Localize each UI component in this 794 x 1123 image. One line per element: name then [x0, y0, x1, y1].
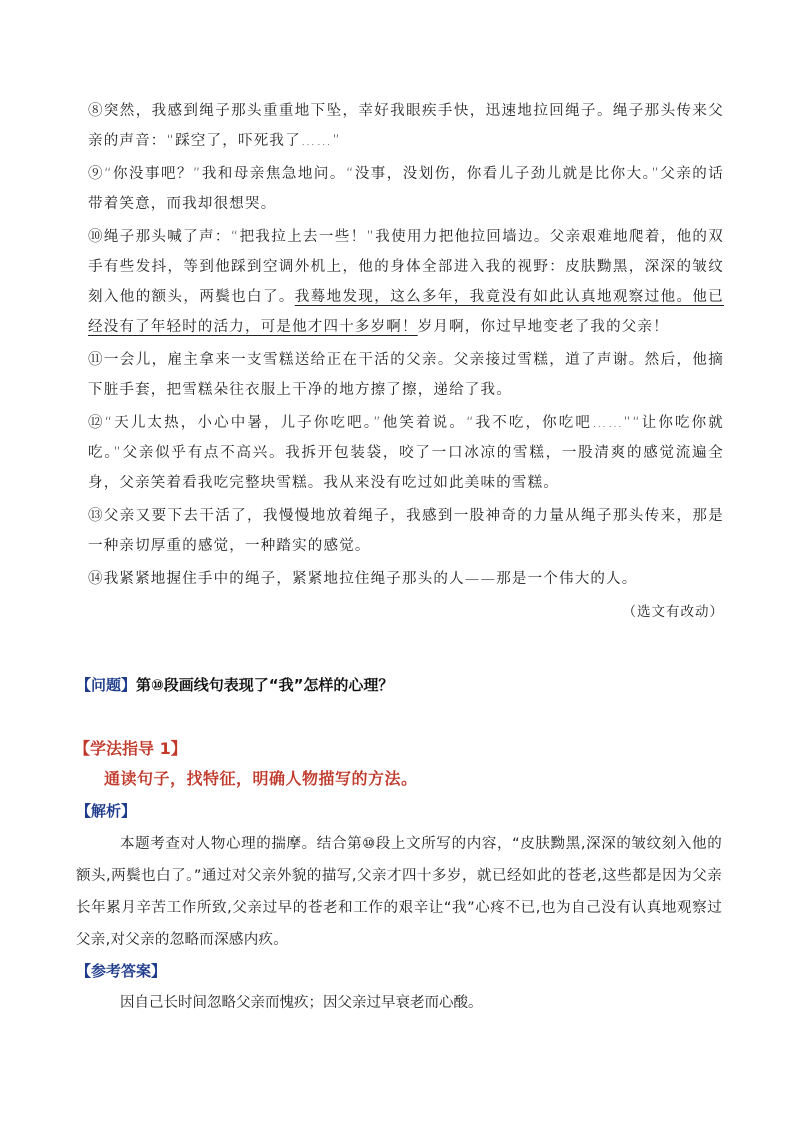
question-tag: 【问题】	[76, 676, 137, 694]
question-text: 第⑩段画线句表现了“我”怎样的心理？	[136, 676, 394, 694]
paragraph-14: ⑭我紧紧地握住手中的绳子，紧紧地拉住绳子那头的人——那是一个伟大的人。	[88, 571, 638, 587]
paragraph-9: ⑨“你没事吧？”我和母亲焦急地问。“没事，没划伤，你看儿子劲儿就是比你大。”父亲的话带着笑意，而我却很想哭。	[88, 166, 724, 212]
study-guide-title: 【学法指导 1】	[74, 739, 187, 758]
paragraph-8: ⑧突然，我感到绳子那头重重地下坠，幸好我眼疾手快，迅速地拉回绳子。绳子那头传来父亲的声音：“踩空了，吓死我了……”	[88, 103, 724, 149]
underlined-sentence: 我蓦地发现，这么多年，我竟没有如此认真地观察过他。他已经没有了年轻时的活力，可是他才四十多岁啊！	[88, 289, 724, 335]
question	[76, 674, 393, 695]
paragraph-10-lead: ⑩绳子那头喊了声：“把我拉上去一些！”我使用力把他拉回墙边。父亲艰难地爬着，他的双手有些发抖，等到他踩到空调外机上，他的身体全部进入我的视野：皮肤黝黑，深深的皱纹刻入他的额头，两鬓也白了。	[88, 229, 724, 305]
source-note: （选文有改动）	[622, 604, 724, 620]
answer-title: 【参考答案】	[76, 962, 167, 980]
analysis-body: 本题考查对人物心理的揣摩。结合第⑩段上文所写的内容，“皮肤黝黑,深深的皱纹刻入他的额头,两鬓也白了。”通过对父亲外貌的描写,父亲才四十多岁，就已经如此的苍老,这些都是因为父亲长年累月辛苦工作所致,父亲过早的苍老和工作的艰辛让“我”心疼不已,也为自己没有认真地观察过父亲,对父亲的忽略而深感内疚。	[76, 836, 722, 948]
paragraph-11: ⑪一会儿，雇主拿来一支雪糕送给正在干活的父亲。父亲接过雪糕，道了声谢。然后，他摘下脏手套，把雪糕朵往衣服上干净的地方擦了擦，递给了我。	[88, 352, 724, 398]
analysis-title: 【解析】	[76, 802, 137, 820]
paragraph-10	[88, 222, 724, 342]
reading-passage	[88, 96, 724, 627]
paragraph-10-tail: 岁月啊，你过早地变老了我的父亲！	[417, 319, 669, 335]
answer-body: 因自己长时间忽略父亲而愧疚；因父亲过早衰老而心酸。	[120, 995, 483, 1011]
paragraph-12: ⑫“天儿太热，小心中暑，儿子你吃吧。”他笑着说。“我不吃，你吃吧……”“让你吃你就吃。”父亲似乎有点不高兴。我拆开包装袋，咬了一口冰凉的雪糕，一股清爽的感觉流遍全身，父亲笑着看我吃完整块雪糕。我从来没有吃过如此美味的雪糕。	[88, 415, 724, 491]
study-guide-text: 通读句子，找特征，明确人物描写的方法。	[104, 769, 418, 788]
paragraph-13: ⑬父亲又要下去干活了，我慢慢地放着绳子，我感到一股神奇的力量从绳子那头传来，那是一种亲切厚重的感觉，一种踏实的感觉。	[88, 508, 724, 554]
